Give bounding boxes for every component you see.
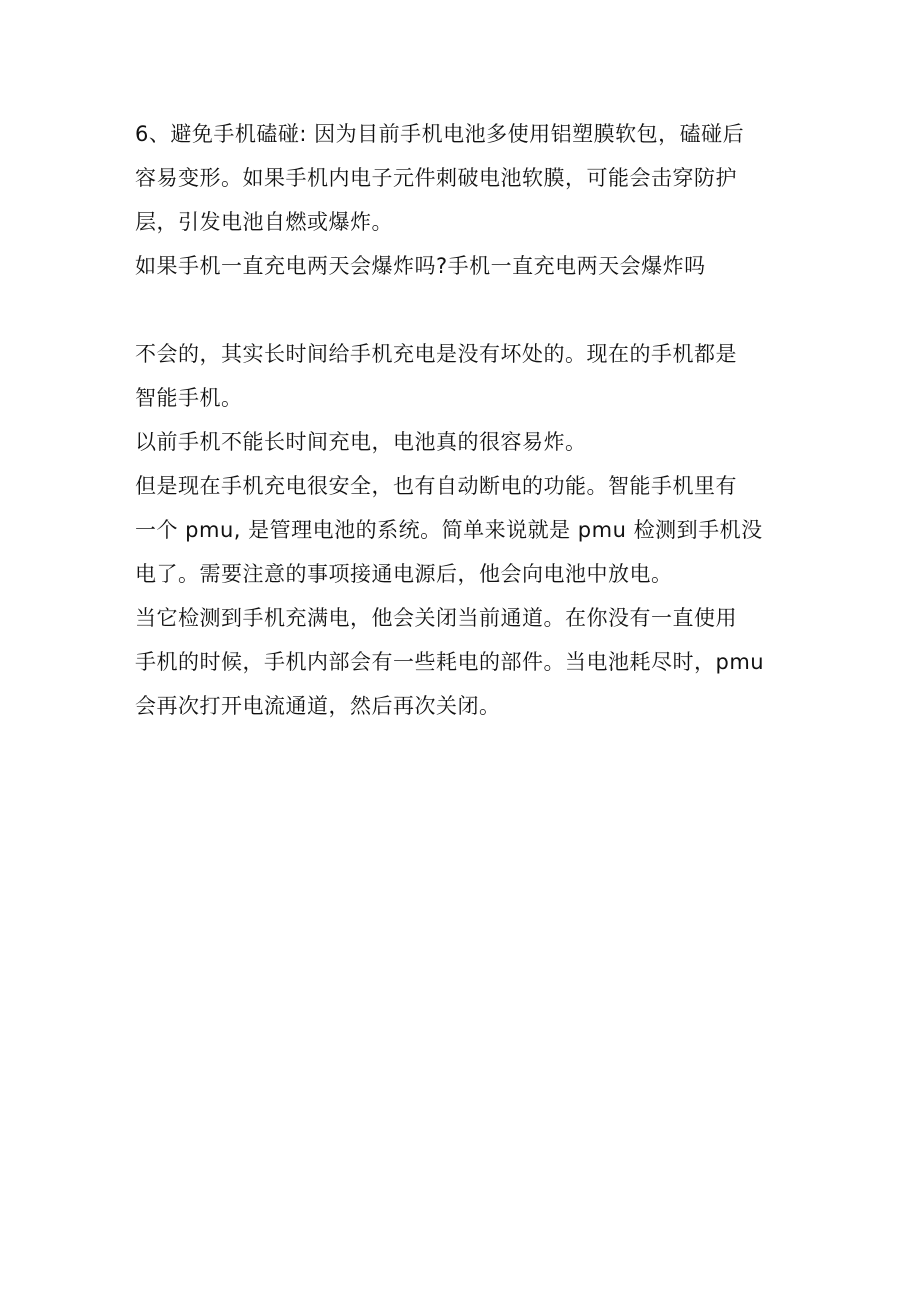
- blank-spacer: [135, 288, 795, 332]
- document-body: [135, 112, 795, 728]
- heading-line: 如果手机一直充电两天会爆炸吗?手机一直充电两天会爆炸吗: [135, 254, 706, 278]
- paragraph-line: 以前手机不能长时间充电，电池真的很容易炸。: [135, 430, 587, 454]
- paragraph-line: 容易变形。如果手机内电子元件刺破电池软膜，可能会击穿防护: [135, 166, 737, 190]
- paragraph-line: 当它检测到手机充满电，他会关闭当前通道。在你没有一直使用: [135, 606, 737, 630]
- paragraph-line: 但是现在手机充电很安全，也有自动断电的功能。智能手机里有: [135, 474, 737, 498]
- paragraph-line: 层，引发电池自燃或爆炸。: [135, 210, 393, 234]
- paragraph-line: 6、避免手机磕碰: 因为目前手机电池多使用铝塑膜软包，磕碰后: [135, 122, 745, 146]
- paragraph-line: 不会的，其实长时间给手机充电是没有坏处的。现在的手机都是: [135, 342, 737, 366]
- paragraph-line: 手机的时候，手机内部会有一些耗电的部件。当电池耗尽时，pmu: [135, 650, 765, 674]
- paragraph-line: 一个 pmu, 是管理电池的系统。简单来说就是 pmu 检测到手机没: [135, 518, 763, 542]
- paragraph-line: 电了。需要注意的事项接通电源后，他会向电池中放电。: [135, 562, 673, 586]
- paragraph-line: 智能手机。: [135, 386, 243, 410]
- paragraph-line: 会再次打开电流通道，然后再次关闭。: [135, 694, 501, 718]
